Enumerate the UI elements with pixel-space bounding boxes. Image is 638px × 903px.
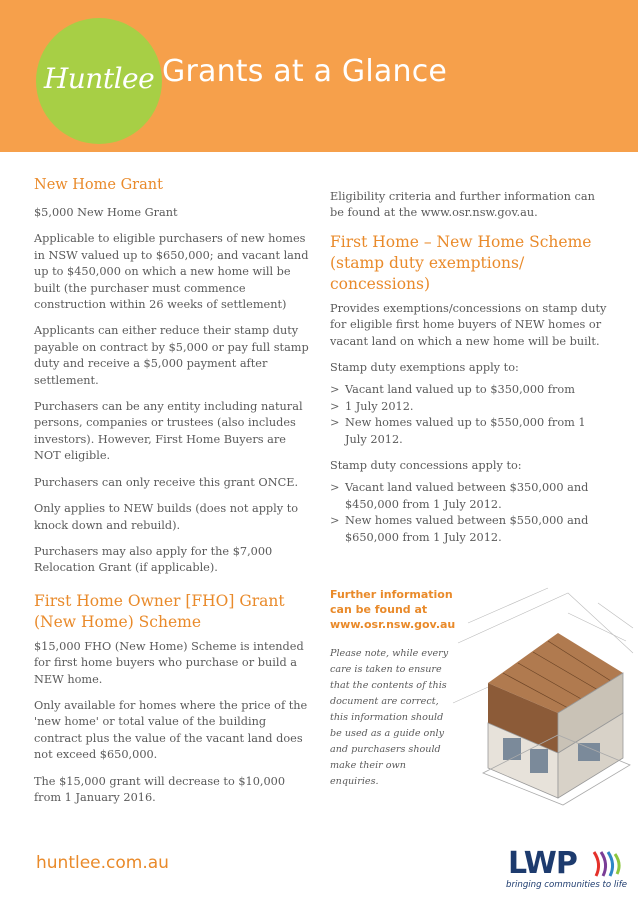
first-home-scheme-heading: First Home – New Home Scheme (stamp duty exemptions/ concessions) [330,232,592,293]
arrow-icon: > [330,399,340,413]
exemptions-label: Stamp duty exemptions apply to: [330,361,519,375]
lwp-logo [500,846,628,896]
disclaimer-note: Please note, while every care is taken to ensure that the contents of this document are correct, this information should be used as a guide only and purchasers should make their own enquiries. [330,648,449,787]
concessions-label: Stamp duty concessions apply to: [330,459,522,473]
arrow-icon: > [330,514,340,528]
list-item: > Vacant land valued up to $350,000 from [330,382,610,398]
paragraph: $5,000 New Home Grant [34,206,178,219]
left-column [34,175,314,816]
lwp-tagline: bringing communities to life [506,880,628,890]
paragraph: Provides exemptions/concessions on stamp duty for eligible first home buyers of NEW homes or vacant land on which a new home will be built. [330,301,607,348]
paragraph: Applicable to eligible purchasers of new homes in NSW valued up to $650,000; and vacant land up to $450,000 on which a new home will be built (the purchaser must commence construction within 26 weeks of settlement) [34,232,309,312]
paragraph: Only available for homes where the price of the 'new home' or total value of the building contract plus the value of the vacant land does not exceed $650,000. [34,698,308,762]
concessions-list [330,480,610,546]
paragraph: Only applies to NEW builds (does not apply to knock down and rebuild). [34,502,299,532]
right-column [330,189,610,546]
lwp-wordmark: LWP [508,846,577,881]
list-item: > Vacant land valued between $350,000 and $450,000 from 1 July 2012. [330,481,589,511]
eligibility-note: Eligibility criteria and further information can be found at the www.osr.nsw.gov.au. [330,190,595,220]
paragraph: Purchasers may also apply for the $7,000 Relocation Grant (if applicable). [34,544,273,575]
new-home-grant-heading: New Home Grant [34,177,163,193]
paragraph: Purchasers can only receive this grant ONCE. [34,475,299,489]
list-item: > 1 July 2012. [330,399,610,415]
list-item: > New homes valued up to $550,000 from 1 July 2012. [330,416,586,446]
huntlee-logo [36,18,162,144]
arrow-icon: > [330,416,340,430]
arrow-icon: > [330,481,340,495]
arrow-icon: > [330,383,340,397]
house-construction-image [448,583,638,815]
paragraph: Purchasers can be any entity including natural persons, companies or trustees (also includes investors). However, First Home Buyers are NOT eligible. [34,400,303,463]
footer-url[interactable]: huntlee.com.au [36,853,169,873]
page-title: Grants at a Glance [162,54,448,89]
swoosh-icon [592,850,622,878]
logo-text: Huntlee [43,62,155,95]
paragraph: Applicants can either reduce their stamp duty payable on contract by $5,000 or pay full stamp duty and receive a $5,000 payment after settlement. [34,324,309,387]
paragraph: The $15,000 grant will decrease to $10,000 from 1 January 2016. [34,774,286,804]
fho-grant-heading: First Home Owner [FHO] Grant (New Home) Scheme [34,591,285,631]
further-info-box [330,587,455,790]
header-banner [0,0,638,152]
paragraph: $15,000 FHO (New Home) Scheme is intended for first home buyers who purchase or build a NEW home. [34,639,304,686]
further-info-heading: Further information can be found at www.osr.nsw.gov.au [330,588,456,631]
exemptions-list [330,382,610,448]
list-item: > New homes valued between $550,000 and $650,000 from 1 July 2012. [330,514,589,544]
